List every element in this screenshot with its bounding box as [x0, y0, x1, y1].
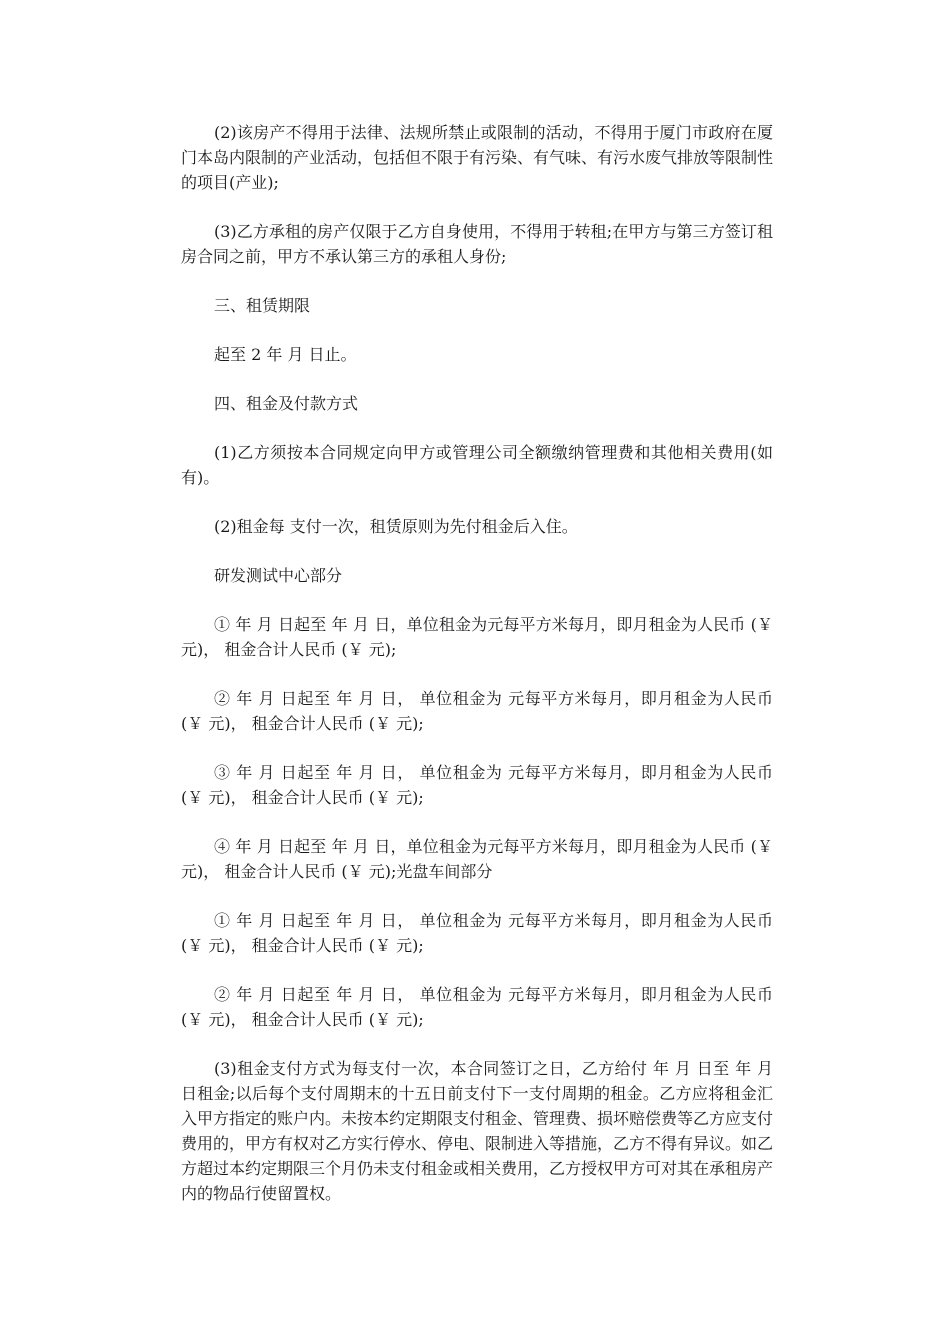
- rent-item-rd-4: ④ 年 月 日起至 年 月 日，单位租金为元每平方米每月，即月租金为人民币 (￥ 元)， 租金合计人民币 (￥ 元);光盘车间部分: [181, 837, 773, 881]
- rent-item-disc-2: ② 年 月 日起至 年 月 日， 单位租金为 元每平方米每月，即月租金为人民币 (￥ 元)， 租金合计人民币 (￥ 元);: [181, 985, 773, 1029]
- lease-term-text: 起至 2 年 月 日止。: [214, 345, 357, 364]
- section-heading-lease-term: 三、租赁期限: [214, 296, 311, 315]
- document-body: [181, 120, 773, 1230]
- payment-clause-3: (3)租金支付方式为每支付一次，本合同签订之日，乙方给付 年 月 日至 年 月 日租金;以后每个支付周期末的十五日前支付下一支付周期的租金。乙方应将租金汇入甲方指定的账户内。未按本约定期限支付租金、管理费、损坏赔偿费等乙方应支付费用的，甲方有权对乙方实行停水、停电、限制进入等措施，乙方不得有异议。如乙方超过本约定期限三个月仍未支付租金或相关费用，乙方授权甲方可对其在承租房产内的物品行使留置权。: [181, 1059, 774, 1203]
- rent-item-rd-2: ② 年 月 日起至 年 月 日， 单位租金为 元每平方米每月，即月租金为人民币 (￥ 元)， 租金合计人民币 (￥ 元);: [181, 689, 773, 733]
- payment-clause-2: (2)租金每 支付一次，租赁原则为先付租金后入住。: [214, 517, 578, 536]
- rent-item-rd-1: ① 年 月 日起至 年 月 日，单位租金为元每平方米每月，即月租金为人民币 (￥ 元)， 租金合计人民币 (￥ 元);: [181, 615, 773, 659]
- rent-item-rd-3: ③ 年 月 日起至 年 月 日， 单位租金为 元每平方米每月，即月租金为人民币 (￥ 元)， 租金合计人民币 (￥ 元);: [181, 763, 773, 807]
- subsection-rd-center: 研发测试中心部分: [214, 566, 343, 585]
- clause-2-usage-restriction: (2)该房产不得用于法律、法规所禁止或限制的活动，不得用于厦门市政府在厦门本岛内限制的产业活动，包括但不限于有污染、有气味、有污水废气排放等限制性的项目(产业);: [181, 123, 774, 192]
- payment-clause-1: (1)乙方须按本合同规定向甲方或管理公司全额缴纳管理费和其他相关费用(如有)。: [181, 443, 773, 487]
- section-heading-rent-payment: 四、租金及付款方式: [214, 394, 359, 413]
- clause-3-no-sublease: (3)乙方承租的房产仅限于乙方自身使用，不得用于转租;在甲方与第三方签订租房合同之前，甲方不承认第三方的承租人身份;: [181, 222, 773, 266]
- rent-item-disc-1: ① 年 月 日起至 年 月 日， 单位租金为 元每平方米每月，即月租金为人民币 (￥ 元)， 租金合计人民币 (￥ 元);: [181, 911, 773, 955]
